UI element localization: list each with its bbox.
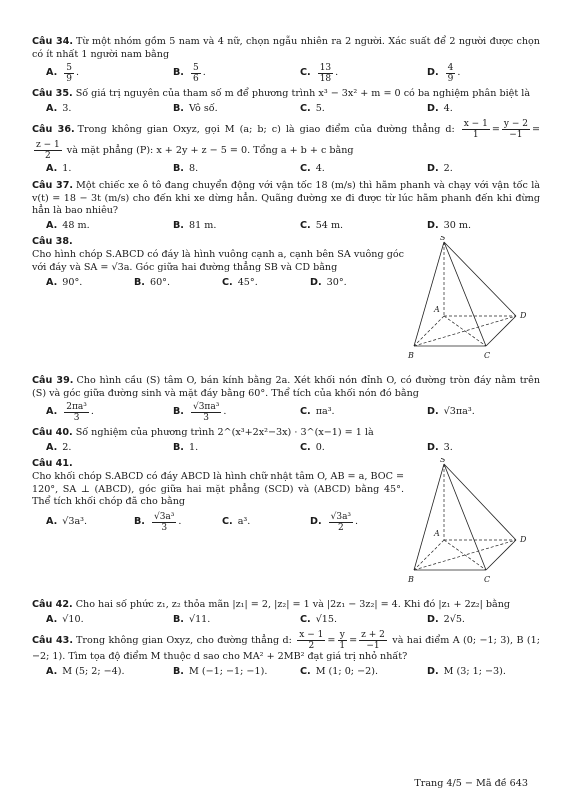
- option-d: D. √3πa³.: [427, 406, 475, 418]
- option-d: D. M (3; 1; −3).: [427, 665, 506, 677]
- option-a: A. √10.: [46, 613, 84, 625]
- option-c: C. 4.: [300, 163, 325, 175]
- question-label: Câu 38.: [32, 236, 73, 248]
- question-stem: Số giá trị nguyên của tham số m để phương trình x³ − 3x² + m = 0 có ba nghiệm phân biệt là: [75, 88, 531, 100]
- option-c: C. M (1; 0; −2).: [300, 665, 379, 677]
- option-a: A. $\frac{5}{9}$ .: [46, 63, 80, 85]
- option-b: B. √11.: [173, 613, 211, 625]
- option-b: B. $\frac{\text{√3a³}}{3}$ .: [134, 511, 182, 533]
- option-c: C. √15.: [300, 613, 338, 625]
- vertex-label-c: C: [484, 575, 491, 585]
- question-stem: Cho hình cầu (S) tâm O, bán kính bằng 2a. Xét khối nón đỉnh O, có đường tròn đáy nằm trên (S) và góc giữa đường sinh và mặt đáy bằng 60°. Thể tích của khối nón đó bằng: [32, 374, 540, 399]
- option-a: A. M (5; 2; −4).: [46, 665, 125, 677]
- option-d: D. $\frac{\text{√3a³}}{2}$ .: [310, 511, 359, 533]
- question-41: [32, 458, 540, 595]
- question-stem: Một chiếc xe ô tô đang chuyển động với vận tốc 18 (m/s) thì hãm phanh và chạy với vận tốc là v(t) = 18 − 3t (m/s) cho đến khi xe dừng hẳn. Quãng đường xe đi được từ lúc hãm phanh đến khi đừng hẳn là bao nhiêu?: [32, 179, 540, 217]
- vertex-label-d: D: [520, 535, 527, 545]
- option-d: D. 30 m.: [427, 219, 472, 231]
- question-stem: Từ một nhóm gồm 5 nam và 4 nữ, chọn ngẫu nhiên ra 2 người. Xác suất để 2 người được chọn có ít nhất 1 người nam bằng: [32, 36, 540, 60]
- vertex-label-a: A: [434, 529, 440, 539]
- option-b: B. 8.: [173, 163, 199, 175]
- question-stem: Cho khối chóp S.ABCD có đáy ABCD là hình chữ nhật tâm O, AB = a, BOC = 120°, SA ⊥ (ABCD), góc giữa hai mặt phẳng (SCD) và (ABCD) bằng 45°. Thể tích khối chóp đã cho bằng: [32, 470, 404, 508]
- question-42: [32, 599, 540, 626]
- vertex-label-s: S: [440, 458, 446, 465]
- option-c: C. $\frac{13}{18}$ .: [300, 63, 339, 85]
- option-a: A. 48 m.: [46, 219, 90, 231]
- option-b: B. M (−1; −1; −1).: [173, 665, 268, 677]
- option-d: D. 3.: [427, 441, 453, 453]
- question-label: Câu 37.: [32, 179, 74, 191]
- vertex-label-b: B: [408, 351, 414, 361]
- option-c: C. πa³.: [300, 406, 335, 418]
- question-37: [32, 180, 540, 232]
- option-a: A. 90°.: [46, 277, 83, 289]
- question-label: Câu 41.: [32, 458, 73, 470]
- question-36: Câu 36. Trong không gian Oxyz, gọi M (a; b; c) là giao điểm của đường thẳng d: $\frac{x - 1}{1}$ = $\frac{y - 2}{-1}$ = $\frac{z - 1}{2}$ và mặt phẳng (P): x + 2y + z − 5 = 0. Tổng a + b + c bằng A. 1. B. 8. C. 4. D. 2.: [32, 119, 540, 175]
- pyramid-figure-41: [404, 458, 540, 595]
- question-39: [32, 375, 540, 423]
- vertex-label-d: D: [520, 311, 527, 321]
- question-40: [32, 427, 540, 454]
- question-label: Câu 36.: [32, 124, 75, 136]
- option-c: C. 5.: [300, 102, 325, 114]
- option-d: D. 2√5.: [427, 613, 465, 625]
- option-a: A. 1.: [46, 163, 72, 175]
- question-label: Câu 39.: [32, 374, 74, 386]
- option-b: B. 81 m.: [173, 219, 217, 231]
- question-label: Câu 40.: [32, 427, 73, 439]
- question-label: Câu 43.: [32, 635, 74, 647]
- pyramid-figure-38: [404, 236, 540, 371]
- vertex-label-b: B: [408, 575, 414, 585]
- option-b: B. $\frac{\text{√3πa³}}{3}$ .: [173, 402, 227, 424]
- option-b: B. 60°.: [134, 277, 171, 289]
- option-c: C. 0.: [300, 441, 325, 453]
- page-footer: Trang 4/5 − Mã đề 643: [414, 778, 528, 789]
- option-c: C. 54 m.: [300, 219, 344, 231]
- question-stem: Cho hai số phức z₁, z₂ thỏa mãn |z₁| = 2, |z₂| = 1 và |2z₁ − 3z₂| = 4. Khi đó |z₁ + 2z₂| bằng: [75, 598, 511, 610]
- option-d: D. 30°.: [310, 277, 347, 289]
- question-43: Câu 43. Trong không gian Oxyz, cho đường thẳng d: $\frac{x - 1}{2}$ = $\frac{y}{1}$ = $\frac{z + 2}{-1}$ và hai điểm A (0; −1; 3), B (1; −2; 1). Tìm tọa độ điểm M thuộc d sao cho MA² + 2MB² đạt giá trị nhỏ nhất? A. M (5; 2; −4). B. M (−1; −1; −1). C. M (1; 0; −2). D. M (3; 1; −3).: [32, 630, 540, 677]
- option-a: A. √3a³.: [46, 515, 88, 527]
- question-35: [32, 88, 540, 115]
- vertex-label-a: A: [434, 305, 440, 315]
- question-label: Câu 35.: [32, 88, 73, 100]
- option-d: D. 2.: [427, 163, 453, 175]
- question-stem: Cho hình chóp S.ABCD có đáy là hình vuông cạnh a, cạnh bên SA vuông góc với đáy và SA = √3a. Góc giữa hai đường thẳng SB và CD bằng: [32, 248, 404, 273]
- question-38: [32, 236, 540, 371]
- option-b: B. $\frac{5}{6}$ .: [173, 63, 206, 85]
- vertex-label-c: C: [484, 351, 491, 361]
- option-d: D. 4.: [427, 102, 453, 114]
- option-a: A. $\frac{\text{2πa³}}{3}$ .: [46, 402, 94, 424]
- option-a: A. 3.: [46, 102, 72, 114]
- question-label: Câu 42.: [32, 598, 73, 610]
- question-stem: Số nghiệm của phương trình 2^(x³+2x²−3x) · 3^(x−1) = 1 là: [75, 427, 374, 439]
- option-c: C. 45°.: [222, 277, 258, 289]
- option-a: A. 2.: [46, 441, 72, 453]
- question-34: [32, 36, 540, 84]
- option-c: C. a³.: [222, 515, 251, 527]
- option-d: D. $\frac{4}{9}$ .: [427, 63, 461, 85]
- vertex-label-s: S: [440, 236, 446, 243]
- option-b: B. 1.: [173, 441, 199, 453]
- option-b: B. Vô số.: [173, 102, 218, 114]
- question-label: Câu 34.: [32, 36, 74, 47]
- exam-page: [32, 36, 540, 682]
